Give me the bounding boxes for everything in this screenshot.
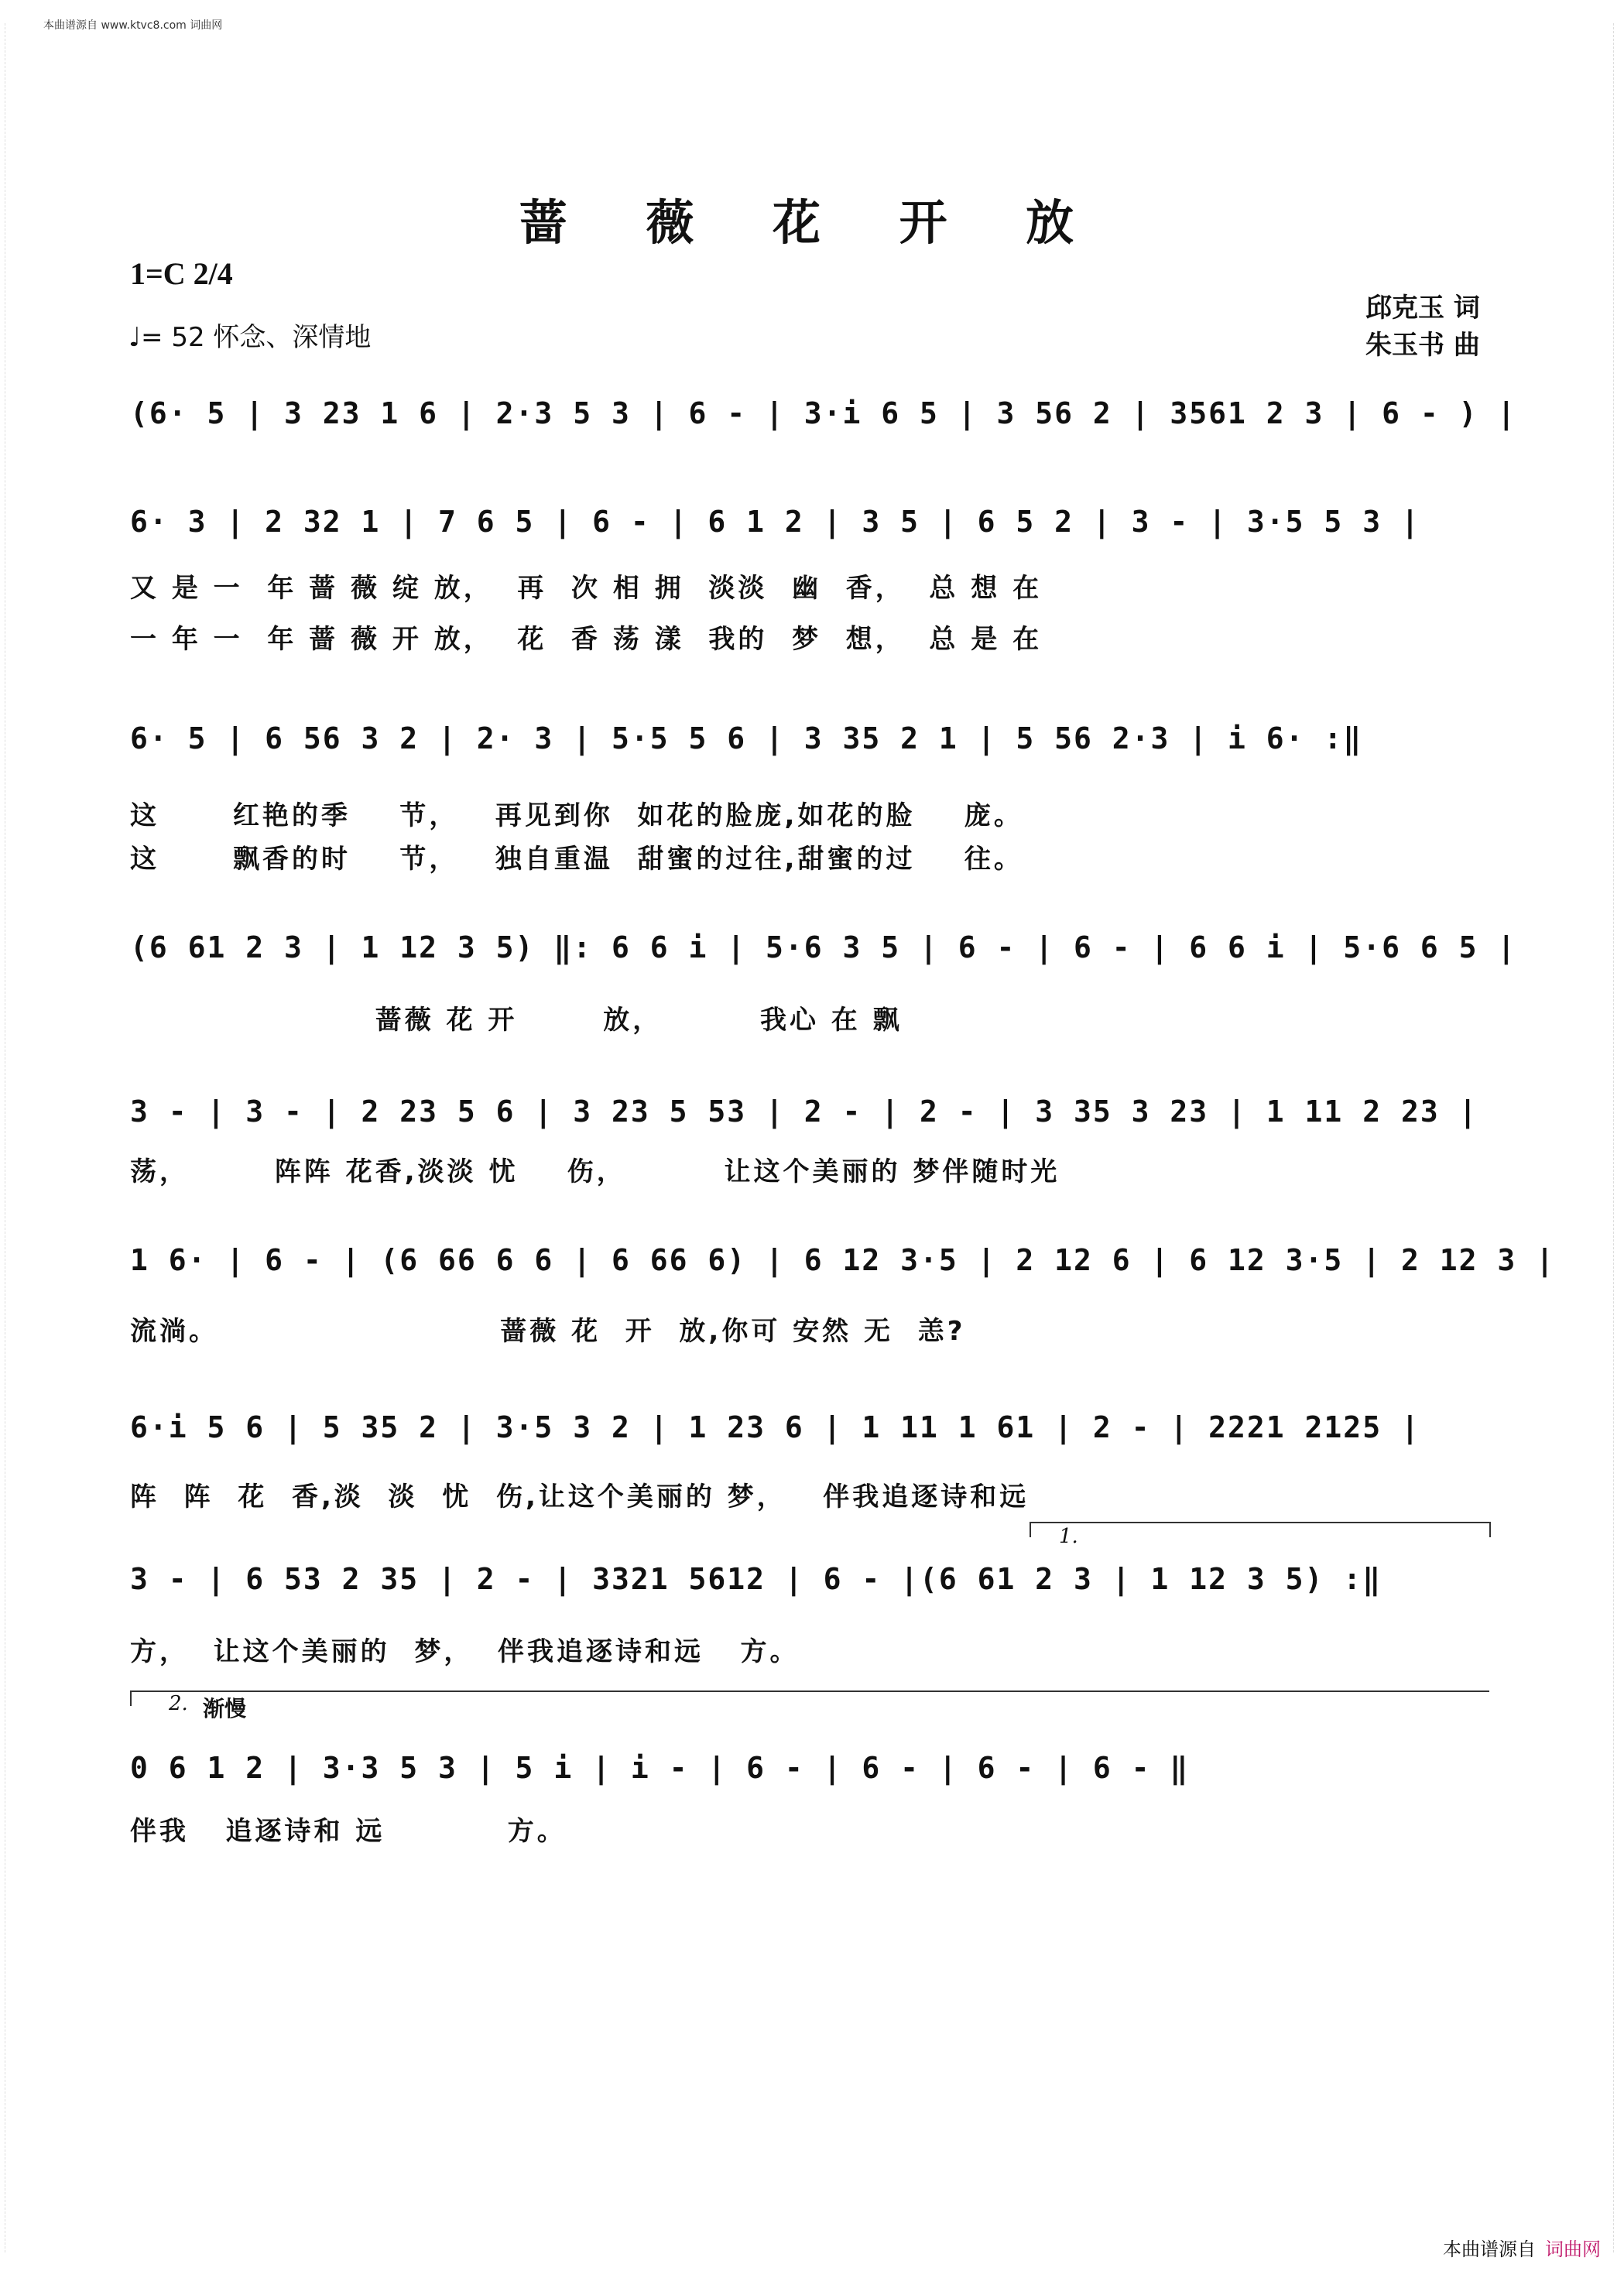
- score-line-3: 6· 5 | 6 56 3 2 | 2· 3 | 5·5 5 6 | 3 35 2 1 | 5 56 2·3 | i 6· :‖: [130, 721, 1363, 755]
- ritardando-marking: 渐慢: [203, 1696, 247, 1721]
- score-line-5: 3 - | 3 - | 2 23 5 6 | 3 23 5 53 | 2 - | 2 - | 3 35 3 23 | 1 11 2 23 |: [130, 1094, 1478, 1129]
- key-signature: 1=C 2/4: [130, 256, 233, 291]
- left-margin-mark: [5, 23, 12, 2252]
- lyricist-credit: 邱克玉 词: [1365, 293, 1480, 324]
- lyric-line-8: 方， 让这个美丽的 梦， 伴我追逐诗和远 方。: [130, 1636, 800, 1667]
- score-line-9: 0 6 1 2 | 3·3 5 3 | 5 i | i - | 6 - | 6 - | 6 - | 6 - ‖: [130, 1751, 1190, 1785]
- lyric-line-6: 流淌。 蔷薇 花 开 放,你可 安然 无 恙?: [130, 1316, 966, 1347]
- lyric-line-7: 阵 阵 花 香,淡 淡 忧 伤,让这个美丽的 梦， 伴我追逐诗和远: [130, 1482, 1030, 1512]
- score-line-2: 6· 3 | 2 32 1 | 7 6 5 | 6 - | 6 1 2 | 3 5 | 6 5 2 | 3 - | 3·5 5 3 |: [130, 505, 1420, 539]
- first-ending-label: 1.: [1059, 1525, 1078, 1548]
- lyric-line-9: 伴我 追逐诗和 远 方。: [130, 1816, 567, 1847]
- lyric-line-2a: 又 是 一 年 蔷 薇 绽 放， 再 次 相 拥 淡淡 幽 香， 总 想 在: [130, 573, 1043, 604]
- first-ending-bracket: [1030, 1522, 1491, 1537]
- score-line-1: (6· 5 | 3 23 1 6 | 2·3 5 3 | 6 - | 3·i 6 5 | 3 56 2 | 3561 2 3 | 6 - ) |: [130, 396, 1517, 430]
- second-ending-bracket: [130, 1691, 1489, 1706]
- page-title: 蔷 薇 花 开 放: [519, 194, 1105, 251]
- score-line-6: 1 6· | 6 - | (6 66 6 6 | 6 66 6) | 6 12 3·5 | 2 12 6 | 6 12 3·5 | 2 12 3 |: [130, 1243, 1555, 1277]
- score-line-4: (6 61 2 3 | 1 12 3 5) ‖: 6 6 i | 5·6 3 5 | 6 - | 6 - | 6 6 i | 5·6 6 5 |: [130, 930, 1517, 964]
- lyric-line-3a: 这 红艳的季 节， 再见到你 如花的脸庞,如花的脸 庞。: [130, 800, 1023, 831]
- tempo-marking: ♩= 52 怀念、深情地: [128, 322, 372, 353]
- lyric-line-5: 荡， 阵阵 花香,淡淡 忧 伤， 让这个美丽的 梦伴随时光: [130, 1156, 1060, 1187]
- score-line-8: 3 - | 6 53 2 35 | 2 - | 3321 5612 | 6 - |(6 61 2 3 | 1 12 3 5) :‖: [130, 1562, 1382, 1596]
- footer-credit: [1443, 2234, 1601, 2261]
- lyric-line-2b: 一 年 一 年 蔷 薇 开 放， 花 香 荡 漾 我的 梦 想， 总 是 在: [130, 624, 1043, 655]
- score-line-7: 6·i 5 6 | 5 35 2 | 3·5 3 2 | 1 23 6 | 1 11 1 61 | 2 - | 2221 2125 |: [130, 1410, 1420, 1444]
- source-note: 本曲谱源自 www.ktvc8.com 词曲网: [43, 19, 223, 32]
- second-ending-label: 2.: [169, 1692, 188, 1715]
- footer-source: 本曲谱源自: [1443, 2239, 1536, 2260]
- lyric-line-4: 蔷薇 花 开 放， 我心 在 飘: [130, 1005, 903, 1036]
- lyric-line-3b: 这 飘香的时 节， 独自重温 甜蜜的过往,甜蜜的过 往。: [130, 844, 1023, 875]
- composer-credit: 朱玉书 曲: [1365, 330, 1480, 361]
- right-margin-mark: [1613, 23, 1620, 2252]
- footer-brand-link[interactable]: 词曲网: [1545, 2239, 1601, 2260]
